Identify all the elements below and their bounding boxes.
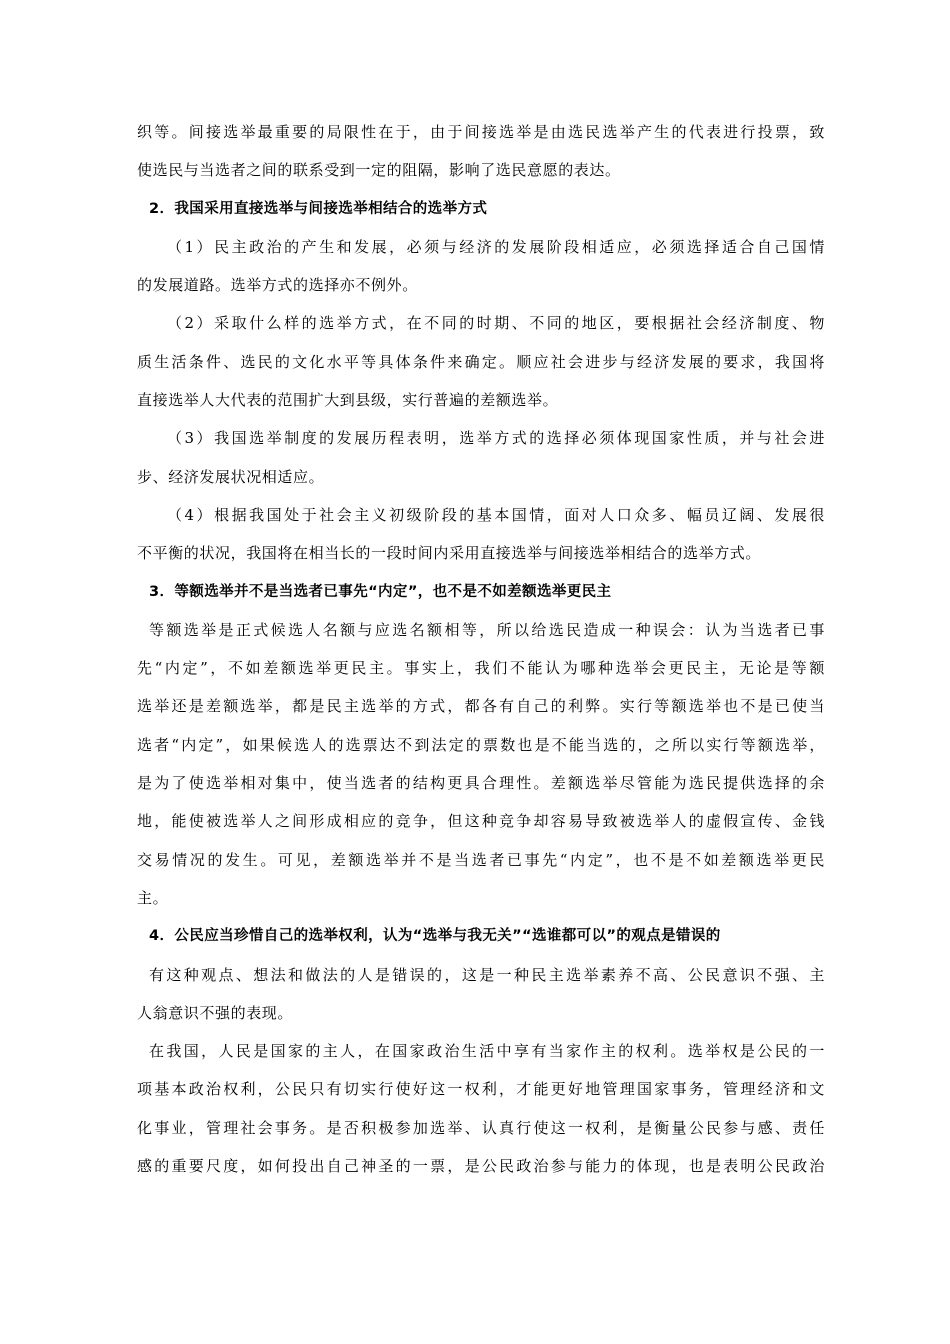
paragraph-line: 在我国，人民是国家的主人，在国家政治生活中享有当家作主的权利。选举权是公民的一 [149, 1042, 825, 1061]
section-heading: 2．我国采用直接选举与间接选举相结合的选举方式 [149, 200, 488, 217]
paragraph-line: 质生活条件、选民的文化水平等具体条件来确定。顺应社会进步与经济发展的要求，我国将 [137, 352, 825, 371]
paragraph-line: 是为了使选举相对集中，使当选者的结构更具合理性。差额选举尽管能为选民提供选择的余 [137, 774, 825, 793]
paragraph-line: 选举还是差额选举，都是民主选举的方式，都各有自己的利弊。实行等额选举也不是已使当 [137, 697, 825, 716]
paragraph-line: 化事业，管理社会事务。是否积极参加选举、认真行使这一权利，是衡量公民参与感、责任 [137, 1118, 825, 1137]
paragraph-line: （3）我国选举制度的发展历程表明，选举方式的选择必须体现国家性质，并与社会进 [167, 429, 825, 448]
paragraph-line: 地，能使被选举人之间形成相应的竞争，但这种竞争却容易导致被选举人的虚假宣传、金钱 [137, 812, 825, 831]
paragraph-line: 交易情况的发生。可见，差额选举并不是当选者已事先“内定”，也不是不如差额选举更民 [137, 850, 825, 869]
paragraph-line: 织等。间接选举最重要的局限性在于，由于间接选举是由选民选举产生的代表进行投票，致 [137, 123, 825, 141]
paragraph-line: 项基本政治权利，公民只有切实行使好这一权利，才能更好地管理国家事务，管理经济和文 [137, 1080, 825, 1099]
section-heading: 3．等额选举并不是当选者已事先“内定”，也不是不如差额选举更民主 [149, 583, 612, 600]
paragraph-line: 使选民与当选者之间的联系受到一定的阻隔，影响了选民意愿的表达。 [137, 161, 621, 180]
paragraph-line: 直接选举人大代表的范围扩大到县级，实行普遍的差额选举。 [137, 391, 559, 410]
paragraph-line: 等额选举是正式候选人名额与应选名额相等，所以给选民造成一种误会：认为当选者已事 [149, 620, 825, 639]
document-page [137, 122, 825, 1194]
paragraph-line: （4）根据我国处于社会主义初级阶段的基本国情，面对人口众多、幅员辽阔、发展很 [167, 505, 825, 524]
paragraph-line: 感的重要尺度，如何投出自己神圣的一票，是公民政治参与能力的体现，也是表明公民政治 [137, 1157, 825, 1176]
paragraph-line: 主。 [137, 888, 169, 907]
paragraph-line: 的发展道路。选举方式的选择亦不例外。 [137, 276, 418, 295]
paragraph-line: 人翁意识不强的表现。 [137, 1003, 294, 1022]
paragraph-line: 有这种观点、想法和做法的人是错误的，这是一种民主选举素养不高、公民意识不强、主 [149, 965, 825, 984]
paragraph-line: 先“内定”，不如差额选举更民主。事实上，我们不能认为哪种选举会更民主，无论是等额 [137, 659, 825, 678]
paragraph-line: 选者“内定”，如果候选人的选票达不到法定的票数也是不能当选的，之所以实行等额选举， [137, 735, 825, 754]
paragraph-line: （2）采取什么样的选举方式，在不同的时期、不同的地区，要根据社会经济制度、物 [167, 314, 825, 333]
paragraph-line: 不平衡的状况，我国将在相当长的一段时间内采用直接选举与间接选举相结合的选举方式。 [137, 544, 762, 563]
paragraph-line: （1）民主政治的产生和发展，必须与经济的发展阶段相适应，必须选择适合自己国情 [167, 237, 825, 256]
section-heading: 4．公民应当珍惜自己的选举权利，认为“选举与我无关”“选谁都可以”的观点是错误的 [149, 928, 721, 945]
paragraph-line: 步、经济发展状况相适应。 [137, 467, 325, 486]
